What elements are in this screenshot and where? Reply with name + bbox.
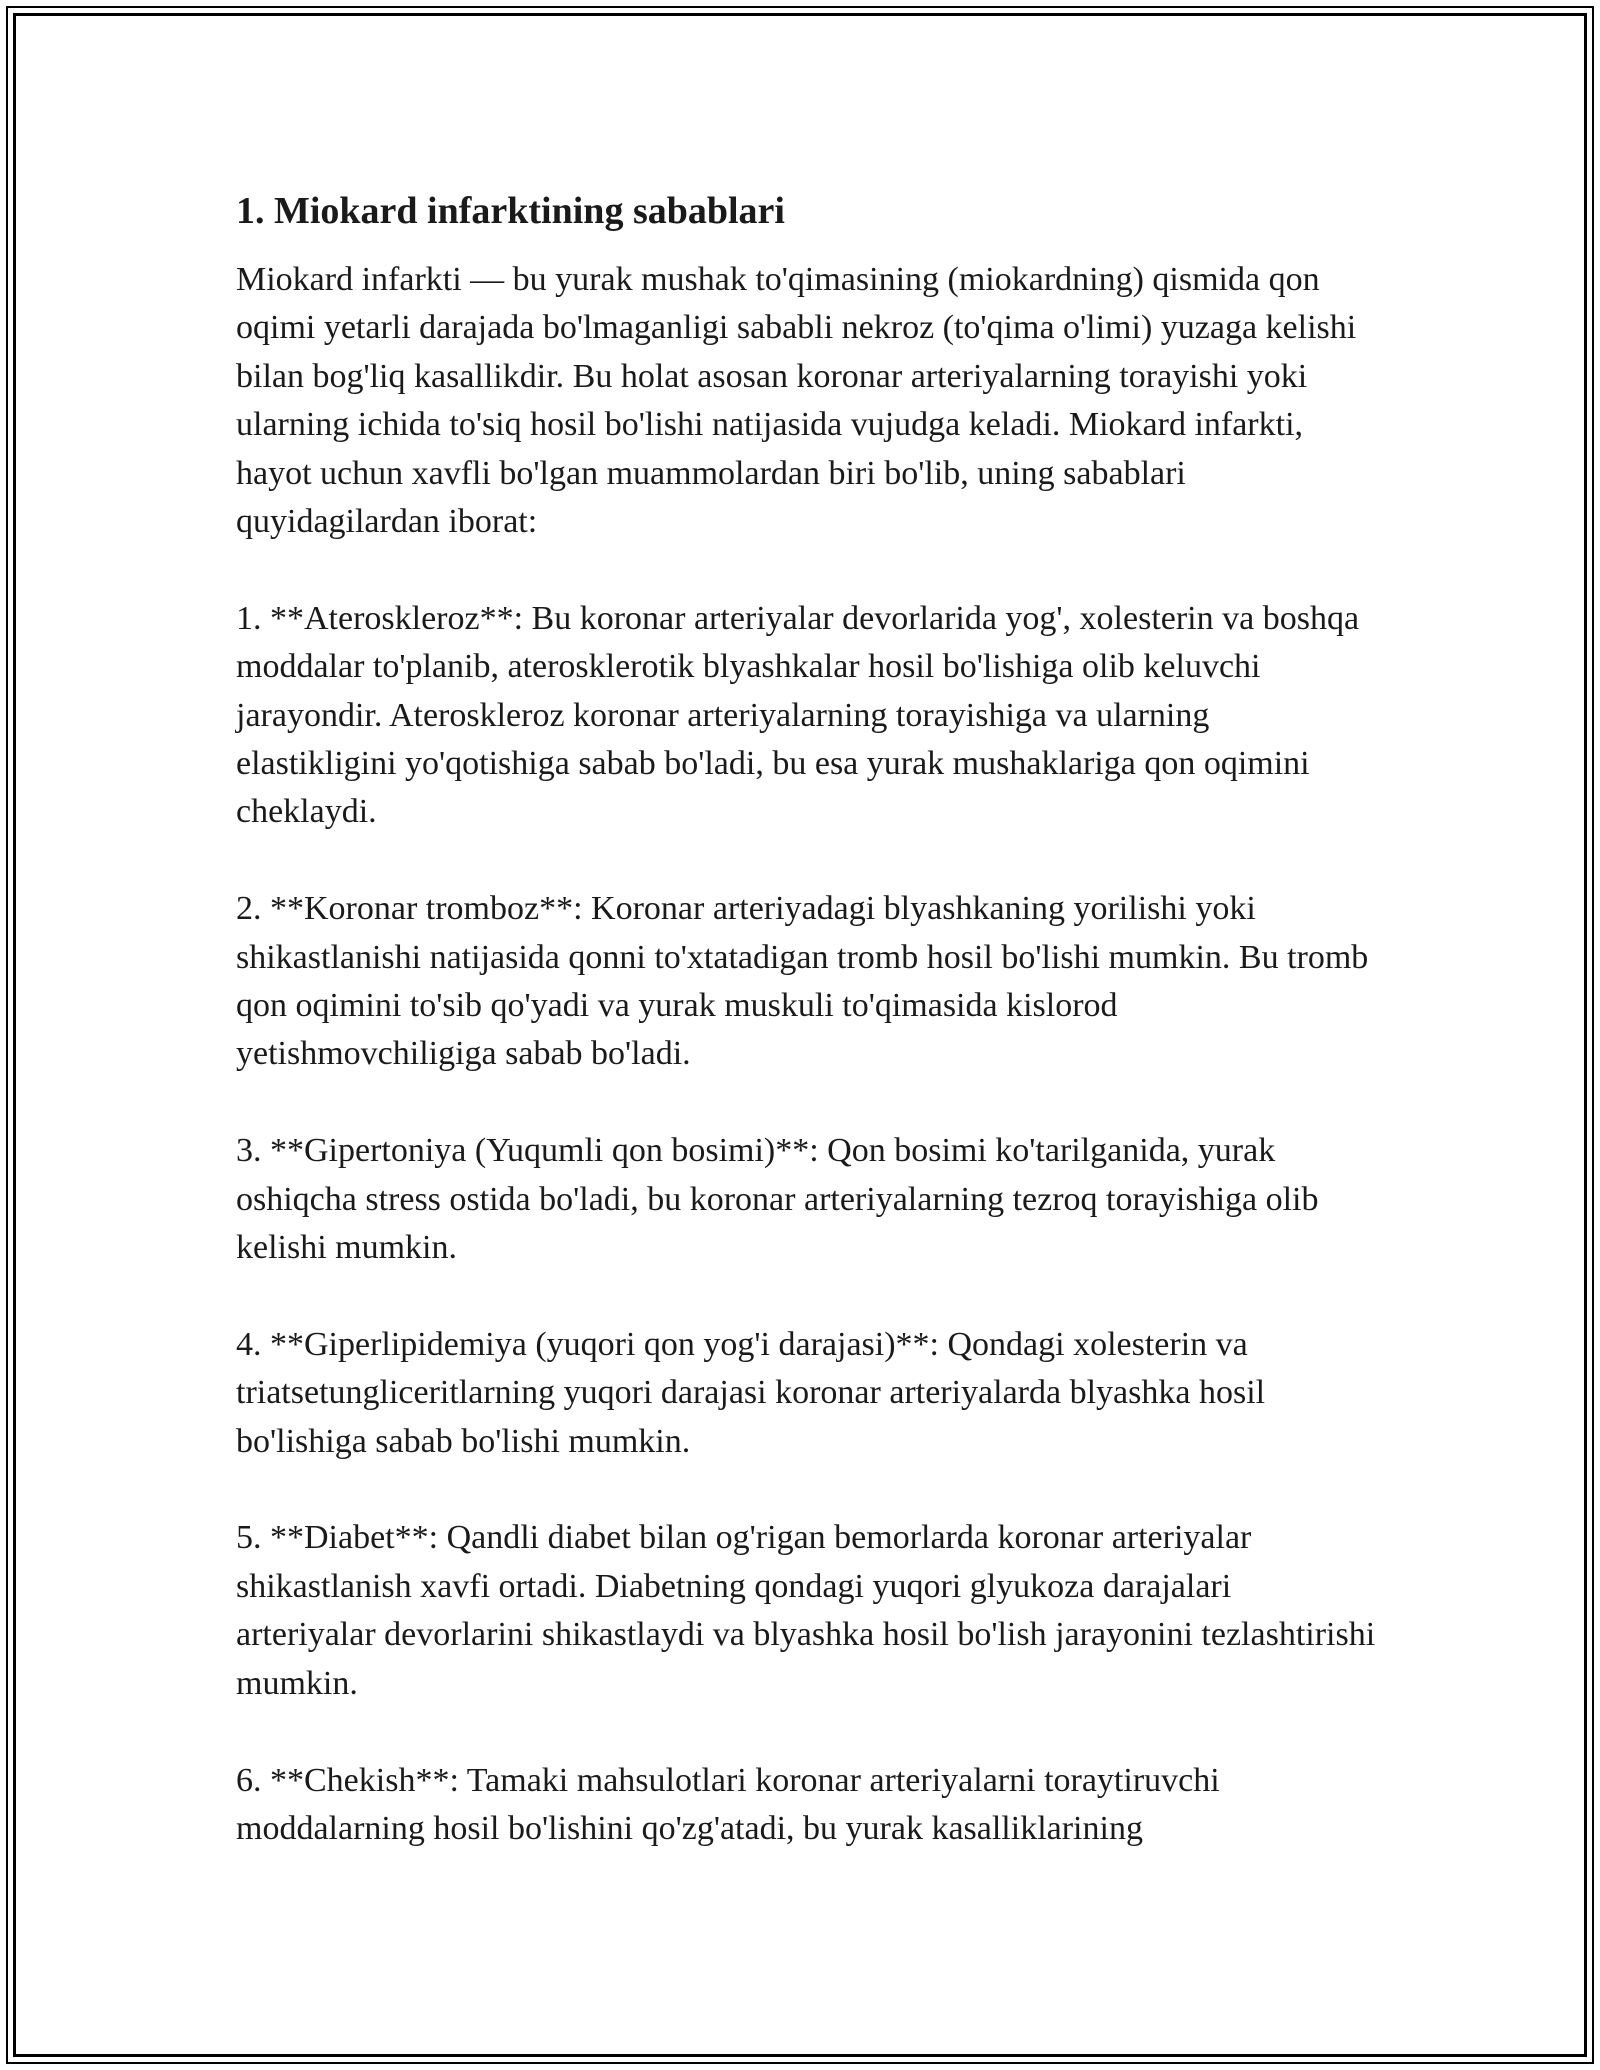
list-item-atherosclerosis: 1. **Ateroskleroz**: Bu koronar arteriyalar devorlarida yog', xolesterin va boshqa moddalar to'planib, aterosklerotik blyashkalar hosil bo'lishiga olib keluvchi jarayondir. Ateroskleroz koronar arteriyalarning torayishiga va ularning elastikligini yo'qotishiga sabab bo'ladi, bu esa yurak mushaklariga qon oqimini cheklaydi. [236,599,1360,831]
list-item-diabetes: 5. **Diabet**: Qandli diabet bilan og'rigan bemorlarda koronar arteriyalar shikastlanish xavfi ortadi. Diabetning qondagi yuqori glyukoza darajalari arteriyalar devorlarini shikastlaydi va blyashka hosil bo'lish jarayonini tezlashtirishi mumkin. [236,1519,1376,1702]
list-item-hypertension: 3. **Gipertoniya (Yuqumli qon bosimi)**: Qon bosimi ko'tarilganida, yurak oshiqcha stress ostida bo'ladi, bu koronar arteriyalarning tezroq torayishiga olib kelishi mumkin. [236,1132,1319,1267]
list-item-smoking: 6. **Chekish**: Tamaki mahsulotlari koronar arteriyalarni toraytiruvchi moddalarning hosil bo'lishini qo'zg'atadi, bu yurak kasalliklarining [236,1761,1220,1847]
document-body [236,186,1376,1902]
section-heading: 1. Miokard infarktining sabablari [236,190,785,232]
list-item-hyperlipidemia: 4. **Giperlipidemiya (yuqori qon yog'i darajasi)**: Qondagi xolesterin va triatsetungliceritlarning yuqori darajasi koronar arteriyalarda blyashka hosil bo'lishiga sabab bo'lishi mumkin. [236,1325,1266,1460]
intro-paragraph: Miokard infarkti — bu yurak mushak to'qimasining (miokardning) qismida qon oqimi yetarli darajada bo'lmaganligi sababli nekroz (to'qima o'limi) yuzaga kelishi bilan bog'liq kasallikdir. Bu holat asosan koronar arteriyalarning torayishi yoki ularning ichida to'siq hosil bo'lishi natijasida vujudga keladi. Miokard infarkti, hayot uchun xavfli bo'lgan muammolardan biri bo'lib, uning sabablari quyidagilardan iborat: [236,261,1357,541]
list-item-coronary-thrombosis: 2. **Koronar tromboz**: Koronar arteriyadagi blyashkaning yorilishi yoki shikastlanishi natijasida qonni to'xtatadigan tromb hosil bo'lishi mumkin. Bu tromb qon oqimini to'sib qo'yadi va yurak muskuli to'qimasida kislorod yetishmovchiligiga sabab bo'ladi. [236,890,1369,1073]
